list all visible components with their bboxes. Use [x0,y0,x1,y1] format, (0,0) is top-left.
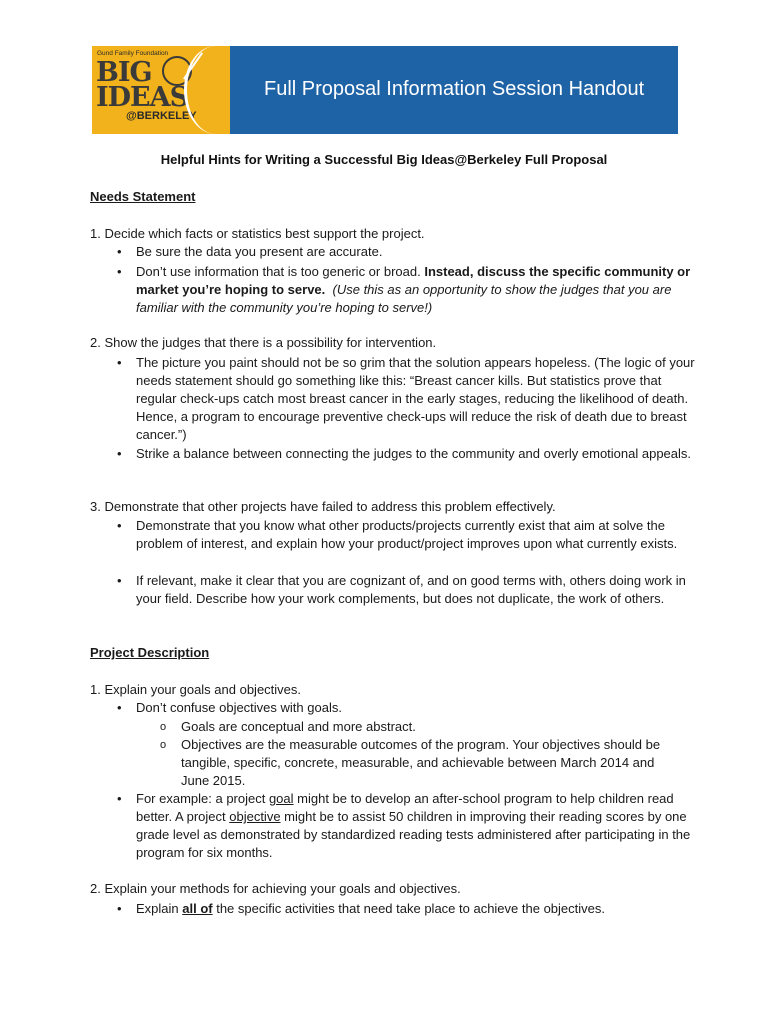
needs-statement-heading: Needs Statement [90,189,196,204]
bullet-icon: • [117,700,122,715]
needs-item-2-bullet-1: The picture you paint should not be so grim that the solution appears hopeless. (The logic of your needs statement should go something like this: “Breast cancer kills. But statistics prove that regular check-ups catch most breast cancer in the early stages, reducing the likelihood of death. Hence, a program to encourage preventive check-ups will reduce the risk of death due to breast cancer.”) [136,355,695,442]
sub-bullet-icon: o [160,721,167,733]
project-item-2: 2. Explain your methods for achieving your goals and objectives. [90,881,461,896]
project-item-1-bullet-2 [136,790,696,862]
logo-ideas-text: IDEAS [96,82,189,113]
needs-item-2-bullet-2: Strike a balance between connecting the judges to the community and overly emotional appeals. [136,446,692,461]
explain-text: the specific activities that need take place to achieve the objectives. [212,901,605,916]
project-item-2-bullet-1 [136,900,696,918]
example-text: might be to develop an after-school program to help children read better. A project [136,791,674,824]
big-ideas-logo [92,46,230,134]
project-item-1-sub-2: Objectives are the measurable outcomes of the program. Your objectives should be tangible, specific, concrete, measurable, and achievable between March 2014 and June 2015. [181,737,661,788]
banner-title: Full Proposal Information Session Handout [264,78,645,100]
all-of-text: all of [182,901,213,916]
explain-text: Explain [136,901,183,916]
bullet-icon: • [117,264,122,279]
bullet-icon: • [117,901,122,916]
logo-big-text: BIG [96,57,152,88]
project-description-heading: Project Description [90,645,210,660]
logo-berkeley-text: @BERKELEY [126,110,197,122]
project-item-1-sub-1: Goals are conceptual and more abstract. [181,719,416,734]
needs-item-1-bullet-2-italic: (Use this as an opportunity to show the judges that you are familiar with the community you’re hoping to serve!) [136,282,672,315]
logo-foundation-text: Gund Family Foundation [97,50,169,57]
needs-item-1-bullet-2-bold: Instead, discuss the specific community or market you’re hoping to serve. [136,264,691,297]
bullet-icon: • [117,518,122,533]
goal-word: goal [268,791,294,806]
bullet-icon: • [117,244,122,259]
example-text: might be to assist 50 children in improving their reading scores by one grade level as demonstrated by standardized reading tests administered after participating in the program for six months. [136,809,691,860]
project-item-1: 1. Explain your goals and objectives. [90,682,302,697]
bullet-icon: • [117,791,122,806]
bullet-icon: • [117,446,122,461]
needs-item-3-bullet-2: If relevant, make it clear that you are cognizant of, and on good terms with, others doing work in your field. Describe how your work complements, but does not duplicate, the work of others. [136,573,686,606]
needs-item-1-bullet-2 [136,263,696,317]
sub-bullet-icon: o [160,739,167,751]
needs-item-1: 1. Decide which facts or statistics best support the project. [90,226,425,241]
bullet-icon: • [117,573,122,588]
needs-item-1-bullet-1: Be sure the data you present are accurate. [136,244,383,259]
needs-item-3: 3. Demonstrate that other projects have failed to address this problem effectively. [90,499,556,514]
example-text: For example: a project [136,791,269,806]
needs-item-1-bullet-2-text: Don’t use information that is too generic or broad. [136,264,425,279]
objective-word: objective [229,809,281,824]
needs-item-2: 2. Show the judges that there is a possibility for intervention. [90,335,437,350]
needs-item-3-bullet-1: Demonstrate that you know what other products/projects currently exist that aim at solve the problem of interest, and explain how your product/project improves upon what currently exists. [136,518,678,551]
document-title: Helpful Hints for Writing a Successful Big Ideas@Berkeley Full Proposal [160,152,608,167]
project-item-1-bullet-1: Don’t confuse objectives with goals. [136,700,342,715]
bullet-icon: • [117,355,122,370]
